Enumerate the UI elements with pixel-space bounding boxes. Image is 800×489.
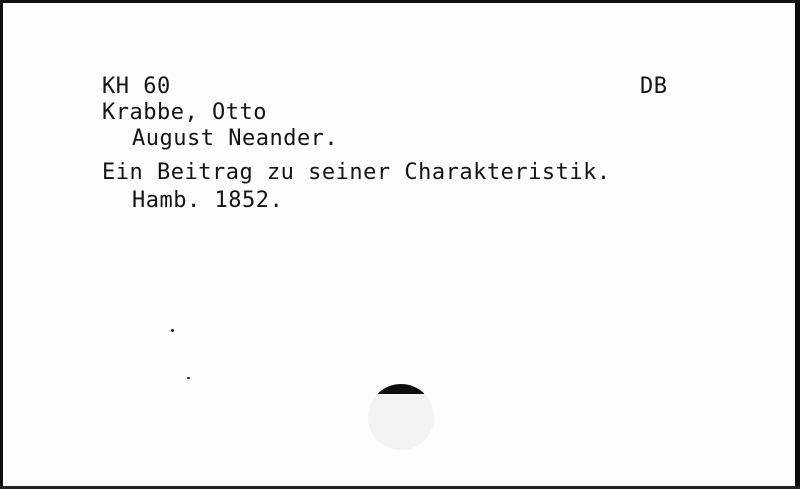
ink-speck	[171, 329, 174, 332]
punch-hole-shadow	[378, 384, 424, 394]
imprint: Hamb. 1852.	[132, 188, 284, 213]
ink-speck	[187, 377, 190, 379]
punch-hole	[368, 384, 434, 450]
call-number: KH 60	[102, 74, 171, 99]
card-edge-right	[795, 0, 800, 489]
book-subtitle: Ein Beitrag zu seiner Charakteristik.	[102, 160, 611, 185]
card-edge-top	[0, 0, 800, 3]
book-title: August Neander.	[132, 126, 339, 151]
location-code: DB	[640, 74, 668, 99]
card-edge-left	[0, 0, 3, 489]
author-name: Krabbe, Otto	[102, 100, 267, 125]
